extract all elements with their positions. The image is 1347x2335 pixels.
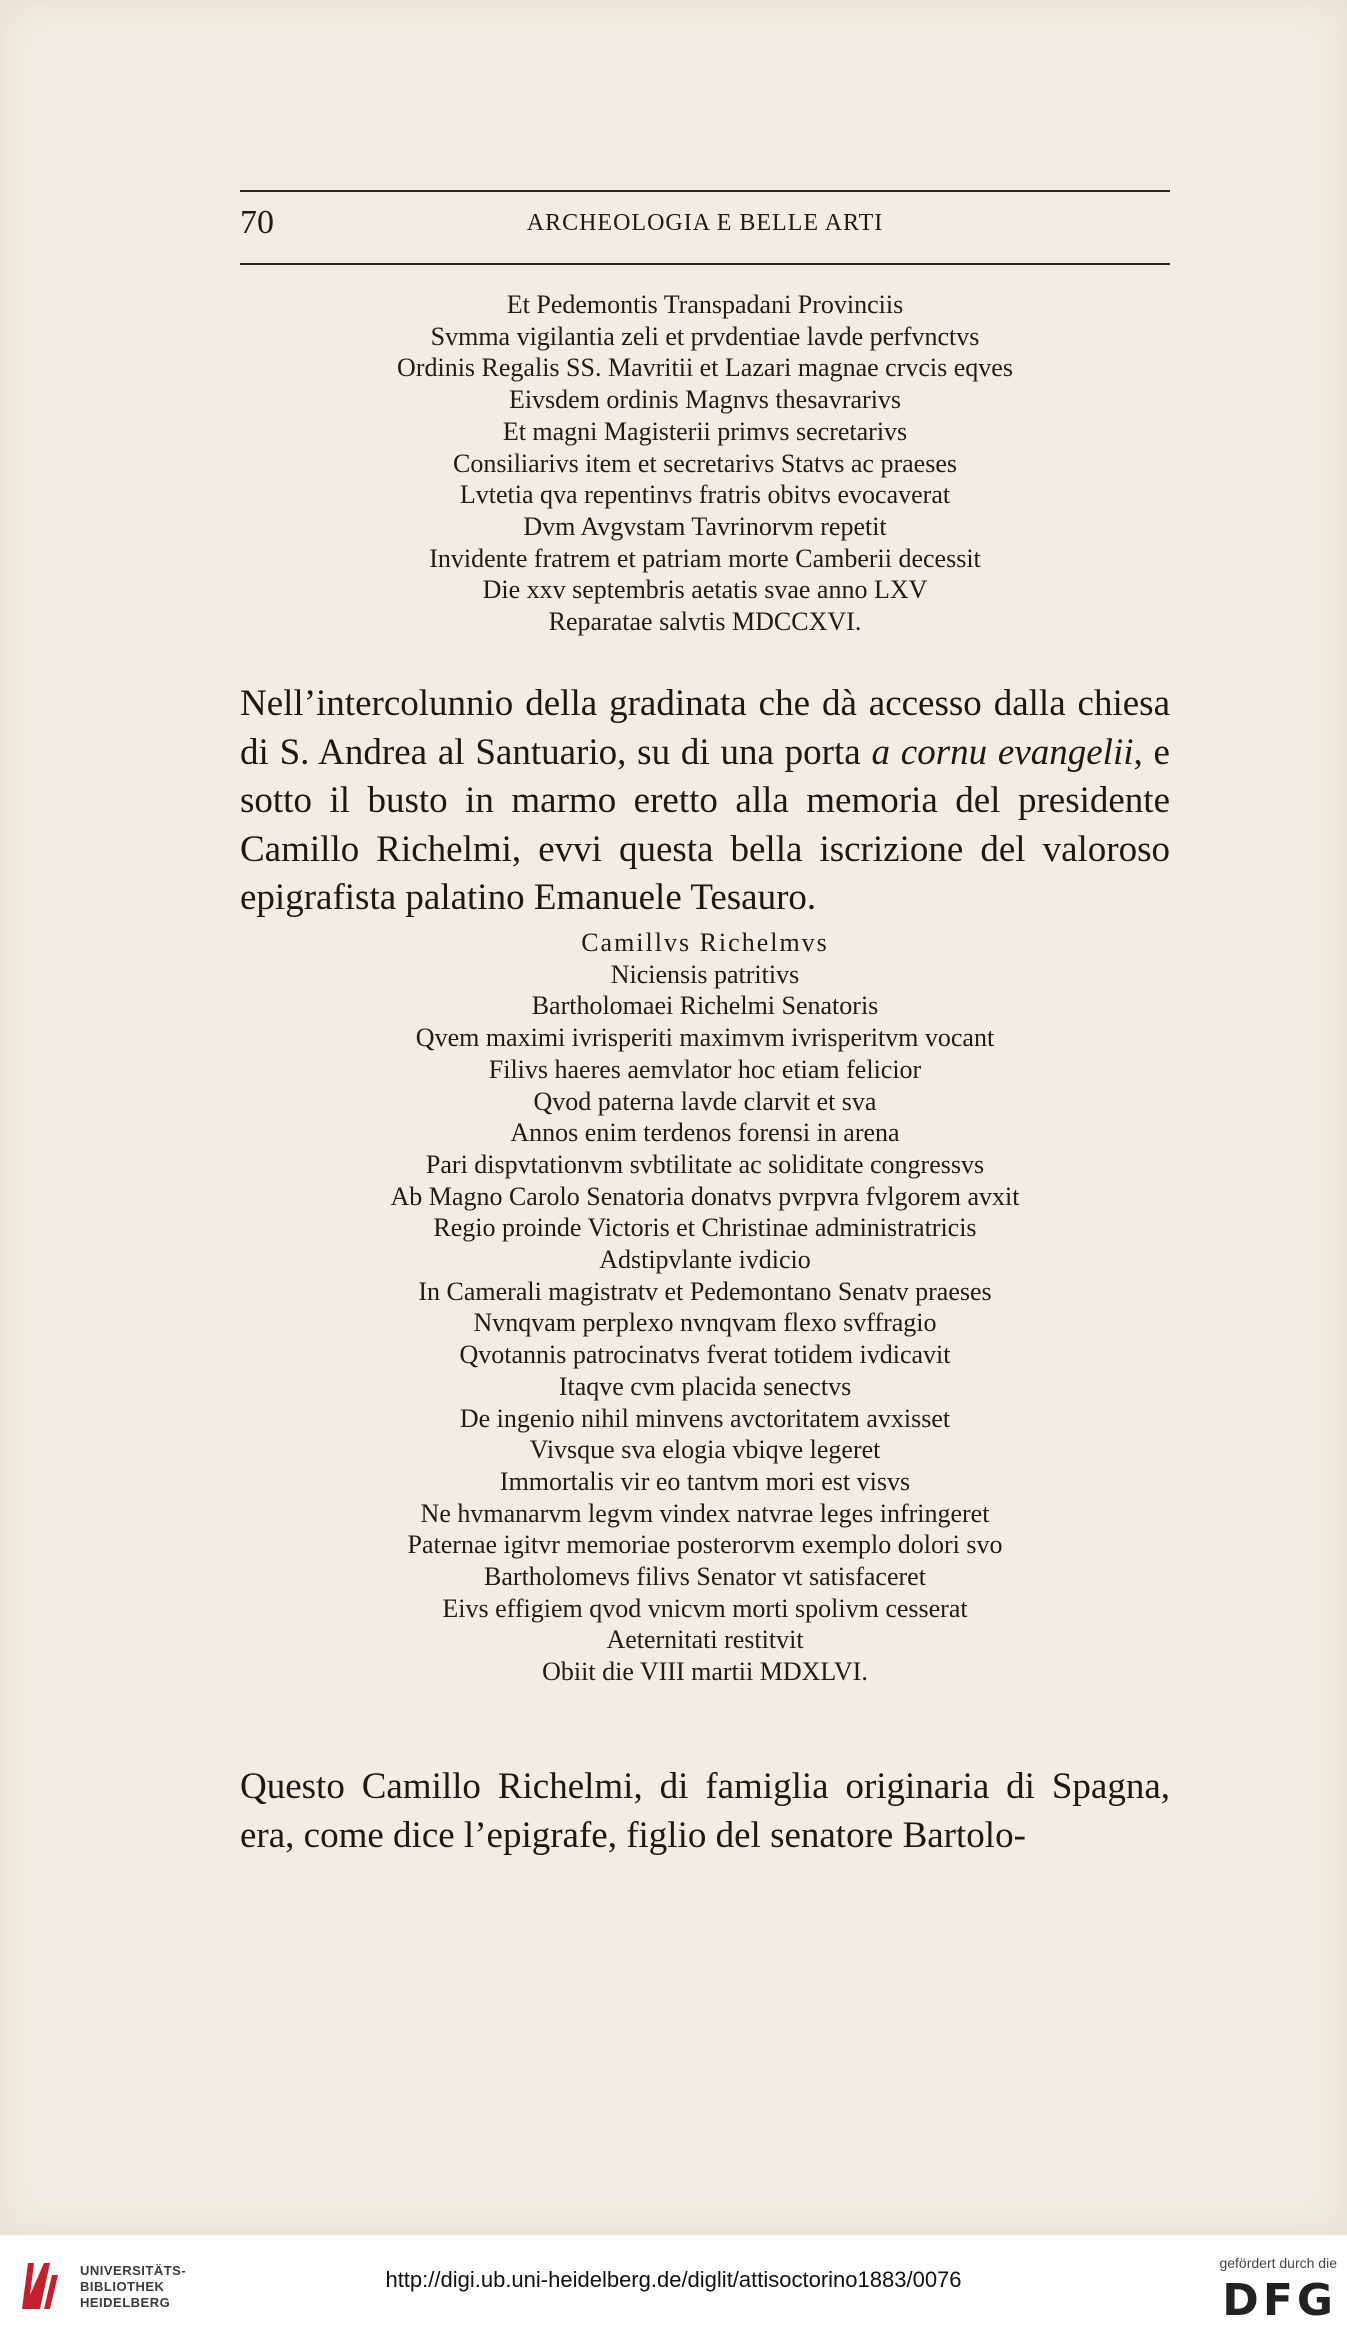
inscription-line: Qvod paterna lavde clarvit et sva [533, 1086, 877, 1116]
paragraph-text: , e sotto il busto in marmo eretto alla memoria del presidente Camillo Richelmi, evvi questa bella iscrizione del valoroso epigrafista palatino Emanuele Tesauro. [240, 731, 1170, 918]
library-name-line: BIBLIOTHEK [80, 2279, 165, 2294]
inscription-line: Regio proinde Victoris et Christinae administratricis [433, 1213, 977, 1243]
page-header [240, 200, 1170, 256]
inscription-line: Et Pedemontis Transpadani Provinciis [506, 290, 904, 319]
paragraph-italic-phrase: a cornu evangelii [871, 731, 1134, 773]
inscription-line: Qvotannis patrocinatvs fverat totidem ivdicavit [459, 1340, 951, 1370]
inscription-line: Camillvs Richelmvs [581, 928, 829, 957]
inscription-line: Bartholomaei Richelmi Senatoris [531, 991, 879, 1021]
inscription-richelmi [240, 927, 1170, 1688]
library-name-line: HEIDELBERG [80, 2295, 171, 2310]
inscription-line: Qvem maximi ivrisperiti maximvm ivrisperitvm vocant [415, 1023, 995, 1053]
body-paragraph-2: Questo Camillo Richelmi, di famiglia originaria di Spagna, era, come dice l’epigrafe, figlio del senatore Bartolo- [240, 1766, 1170, 1856]
inscription-line: Ordinis Regalis SS. Mavritii et Lazari magnae crvcis eqves [397, 353, 1013, 383]
dfg-logo: DFG [1222, 2275, 1337, 2326]
running-title: ARCHEOLOGIA E BELLE ARTI [526, 210, 884, 236]
page-number: 70 [240, 204, 274, 241]
paragraph-text: Nell’intercolunnio della gradinata che dà accesso dalla chiesa di S. Andrea al Santuario, su di una porta [240, 683, 1170, 773]
inscription-line: Immortalis vir eo tantvm mori est visvs [499, 1466, 911, 1496]
inscription-line: Lvtetia qva repentinvs fratris obitvs evocaverat [459, 480, 951, 510]
inscription-line: De ingenio nihil minvens avctoritatem avxisset [459, 1403, 951, 1433]
header-bottom-rule [240, 263, 1170, 265]
inscription-line: Aeternitati restitvit [606, 1625, 804, 1655]
inscription-line: Filivs haeres aemvlator hoc etiam felicior [488, 1054, 922, 1084]
source-url-link[interactable]: http://digi.ub.uni-heidelberg.de/diglit/attisoctorino1883/0076 [385, 2267, 962, 2292]
inscription-line: Pari dispvtationvm svbtilitate ac soliditate congressvs [425, 1149, 985, 1179]
inscription-line: Ab Magno Carolo Senatoria donatvs pvrpvra fvlgorem avxit [390, 1181, 1020, 1211]
inscription-line: Eivs effigiem qvod vnicvm morti spolivm cesserat [442, 1593, 968, 1623]
header-top-rule [240, 190, 1170, 192]
inscription-line: Reparatae salvtis MDCCXVI. [548, 607, 862, 637]
inscription-line: Niciensis patritivs [610, 959, 800, 989]
inscription-line: Adstipvlante ivdicio [599, 1245, 811, 1275]
inscription-line: Vivsque sva elogia vbiqve legeret [529, 1435, 881, 1465]
inscription-line: In Camerali magistratv et Pedemontano Senatv praeses [418, 1276, 992, 1306]
body-paragraph-1 [240, 680, 1170, 923]
inscription-line: Bartholomevs filivs Senator vt satisfaceret [484, 1562, 926, 1592]
inscription-line: Consiliarivs item et secretarivs Statvs ac praeses [453, 448, 957, 478]
digitization-footer [0, 2235, 1347, 2335]
inscription-line: Ne hvmanarvm legvm vindex natvrae leges infringeret [420, 1498, 990, 1528]
inscription-line: Die xxv septembris aetatis svae anno LXV [482, 575, 928, 605]
inscription-line: Dvm Avgvstam Tavrinorvm repetit [523, 511, 887, 541]
inscription-line: Obiit die VIII martii MDXLVI. [542, 1657, 868, 1687]
inscription-line: Invidente fratrem et patriam morte Camberii decessit [429, 543, 981, 573]
inscription-line: Et magni Magisterii primvs secretarivs [502, 416, 908, 446]
library-name-line: UNIVERSITÄTS- [80, 2263, 187, 2278]
inscription-tesauro-1 [240, 289, 1170, 638]
inscription-line: Annos enim terdenos forensi in arena [510, 1118, 900, 1148]
inscription-line: Itaqve cvm placida senectvs [558, 1371, 852, 1401]
funded-by-label: gefördert durch die [1219, 2255, 1337, 2271]
inscription-line: Svmma vigilantia zeli et prvdentiae lavde perfvnctvs [430, 321, 980, 351]
inscription-line: Nvnqvam perplexo nvnqvam flexo svffragio [473, 1308, 937, 1338]
inscription-line: Eivsdem ordinis Magnvs thesavrarivs [508, 385, 902, 415]
inscription-line: Paternae igitvr memoriae posterorvm exemplo dolori svo [407, 1530, 1003, 1560]
